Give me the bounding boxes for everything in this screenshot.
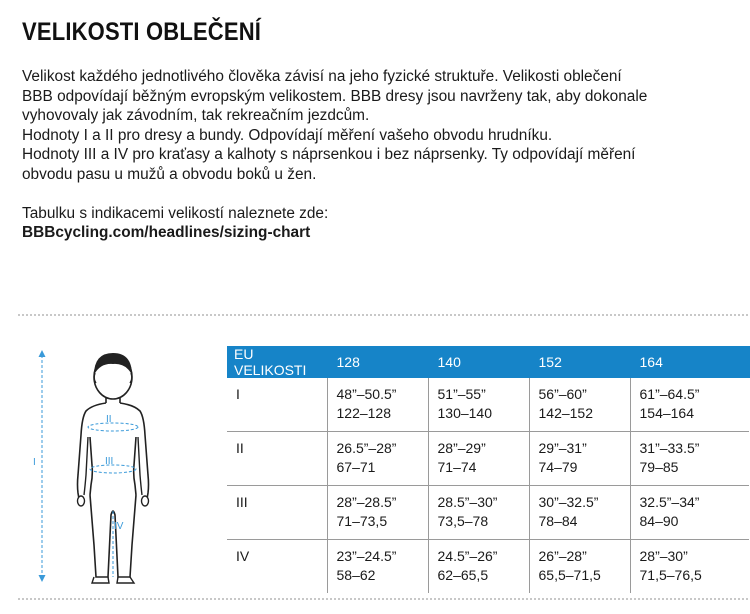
size-table [227, 346, 750, 593]
page-title: VELIKOSTI OBLEČENÍ [22, 18, 262, 46]
row-label: II [227, 432, 327, 486]
top-divider [18, 314, 748, 316]
row-label: I [227, 378, 327, 432]
header-size-152: 152 [529, 346, 630, 378]
leg-label: IV [114, 521, 124, 532]
table-cell: 32.5”–34” 84–90 [630, 486, 749, 540]
bottom-divider [18, 598, 748, 600]
table-row [227, 432, 749, 486]
intro-line: BBB odpovídají běžným evropským velikostem. BBB dresy jsou navrženy tak, aby dokonale [22, 87, 648, 105]
intro-line: Hodnoty I a II pro dresy a bundy. Odpovídají měření vašeho obvodu hrudníku. [22, 126, 553, 144]
table-cell: 61”–64.5” 154–164 [630, 378, 749, 432]
table-cell: 48”–50.5” 122–128 [327, 378, 428, 432]
row-label: III [227, 486, 327, 540]
row-label: IV [227, 540, 327, 594]
link-intro: Tabulku s indikacemi velikostí naleznete zde: [22, 204, 329, 222]
chest-label: II [106, 414, 112, 425]
body-measurement-figure [20, 345, 170, 595]
height-label: I [33, 457, 36, 468]
table-row [227, 486, 749, 540]
table-header-row [227, 346, 749, 378]
header-size-128: 128 [327, 346, 428, 378]
table-cell: 28”–30” 71,5–76,5 [639, 548, 702, 583]
table-cell: 51”–55” 130–140 [428, 378, 529, 432]
table-cell: 28”–28.5” 71–73,5 [327, 486, 428, 540]
table-cell: 26”–28” 65,5–71,5 [529, 540, 630, 594]
table-cell: 28”–29” 71–74 [428, 432, 529, 486]
intro-line: Velikost každého jednotlivého člověka závisí na jeho fyzické struktuře. Velikosti oblečení [22, 68, 622, 85]
intro-text [22, 67, 742, 243]
size-table-wrapper [227, 346, 749, 593]
header-size-164: 164 [630, 346, 749, 378]
table-cell: 56”–60” 142–152 [529, 378, 630, 432]
child-silhouette-icon [20, 345, 170, 595]
table-cell: 28.5”–30” 73,5–78 [428, 486, 529, 540]
table-cell: 24.5”–26” 62–65,5 [428, 540, 529, 594]
sizing-chart-link[interactable]: BBBcycling.com/headlines/sizing-chart [22, 224, 311, 241]
table-row [227, 378, 749, 432]
header-eu-sizes: EU VELIKOSTI [227, 346, 327, 378]
table-cell: 26.5”–28” 67–71 [327, 432, 428, 486]
header-size-140: 140 [428, 346, 529, 378]
intro-line: obvodu pasu u mužů a obvodu boků u žen. [22, 165, 317, 183]
table-cell: 31”–33.5” 79–85 [630, 432, 749, 486]
intro-line: Hodnoty III a IV pro kraťasy a kalhoty s náprsenkou i bez náprsenky. Ty odpovídají měření [22, 146, 636, 163]
table-cell: 30”–32.5” 78–84 [529, 486, 630, 540]
table-cell: 29”–31” 74–79 [529, 432, 630, 486]
intro-line: vyhovovaly jak závodním, tak rekreačním jezdcům. [22, 107, 370, 124]
table-cell: 23”–24.5” 58–62 [327, 540, 428, 594]
table-row [227, 540, 749, 594]
waist-label: III [105, 456, 114, 467]
